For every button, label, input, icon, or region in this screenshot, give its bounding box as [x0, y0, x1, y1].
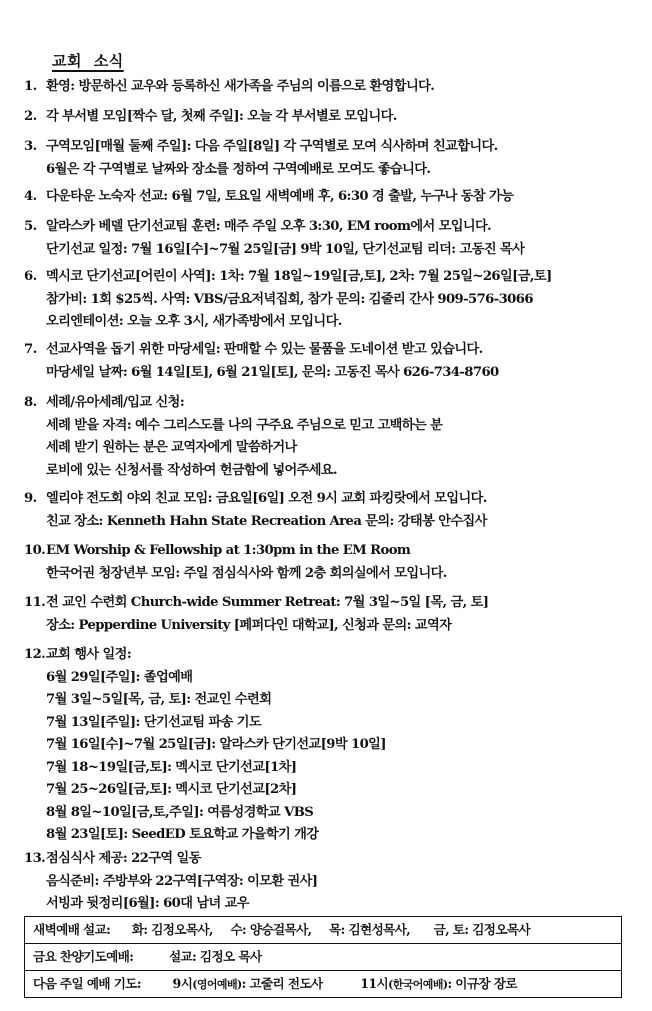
- news-item-line: 마당세일 날짜: 6월 14일[토], 6월 21일[토], 문의: 고동진 목사 626-734-8760: [46, 364, 499, 380]
- dawn-service-label: 새벽예배 설교:: [33, 922, 111, 937]
- news-item-first-line: [24, 644, 644, 667]
- news-item-number: 8.: [24, 395, 37, 410]
- news-item-first-line: [24, 540, 644, 563]
- news-item-first-line: [24, 266, 644, 289]
- news-item-line: 6월은 각 구역별로 날짜와 장소를 정하여 구역예배로 모여도 좋습니다.: [46, 161, 431, 177]
- schedule-box: [24, 916, 622, 998]
- news-item: [24, 266, 644, 334]
- news-item: [24, 76, 644, 99]
- dawn-thu: 목: 김현성목사,: [329, 922, 411, 937]
- next-sunday-prayer-label: 다음 주일 예배 기도:: [33, 976, 141, 991]
- news-item-text: 구역모임[매월 둘째 주일]: 다음 주일[8일] 각 구역별로 모여 식사하며 친교합니다.: [46, 139, 498, 154]
- news-item-number: 5.: [24, 219, 37, 234]
- news-item-line: 7월 3일~5일[목, 금, 토]: 전교인 수련회: [46, 692, 272, 707]
- news-item: [24, 216, 644, 261]
- news-item-first-line: [24, 76, 644, 99]
- news-item-number: 13.: [24, 851, 46, 866]
- news-item-text: 세례/유아세례/입교 신청:: [46, 395, 185, 410]
- news-item-first-line: [24, 106, 644, 129]
- news-item-number: 2.: [24, 109, 37, 124]
- service-11am-time: 11시: [360, 976, 389, 991]
- news-item-line: 단기선교 일정: 7월 16일[수]~7월 25일[금] 9박 10일, 단기선교팀 리더: 고동진 목사: [46, 241, 525, 257]
- news-item: [24, 392, 644, 482]
- news-item-text: 환영: 방문하신 교우와 등록하신 새가족을 주님의 이름으로 환영합니다.: [46, 79, 435, 94]
- news-item: [24, 488, 644, 533]
- news-item-line: 친교 장소: Kenneth Hahn State Recreation Area 문의: 강태봉 안수집사: [46, 513, 487, 529]
- news-item: [24, 592, 644, 637]
- news-item-number: 12.: [24, 647, 46, 662]
- news-item-line: 6월 29일[주일]: 졸업예배: [46, 669, 193, 685]
- service-9am-time: 9시: [172, 976, 193, 991]
- service-9am-leader: : 고줄리 전도사: [241, 976, 323, 991]
- news-item-first-line: [24, 488, 644, 511]
- news-item-text: 점심식사 제공: 22구역 일동: [46, 851, 201, 866]
- news-item: [24, 848, 644, 916]
- news-item: [24, 540, 644, 585]
- news-item-line: 7월 25~26일[금,토]: 멕시코 단기선교[2차]: [46, 782, 297, 797]
- service-11am-note: (한국어예배): [388, 978, 448, 991]
- news-item-first-line: [24, 186, 644, 209]
- friday-worship-row: [25, 944, 621, 971]
- friday-worship-preacher: 설교: 김정오 목사: [168, 949, 262, 964]
- news-item-line: 8월 23일[토]: SeedED 토요학교 가을학기 개강: [46, 827, 319, 842]
- news-item-text: 엘리야 전도회 야외 친교 모임: 금요일[6일] 오전 9시 교회 파킹랏에서 모입니다.: [46, 491, 487, 506]
- news-item-number: 11.: [24, 595, 46, 610]
- news-item-first-line: [24, 339, 644, 362]
- news-item-number: 6.: [24, 269, 37, 284]
- news-item-line: 8월 8일~10일[금,토,주일]: 여름성경학교 VBS: [46, 804, 314, 820]
- news-item-line: 세례 받을 자격: 예수 그리스도를 나의 구주요 주님으로 믿고 고백하는 분: [46, 417, 443, 433]
- news-item-first-line: [24, 592, 644, 615]
- news-item: [24, 106, 644, 129]
- dawn-service-row: [25, 917, 621, 944]
- news-item-first-line: [24, 136, 644, 159]
- dawn-wed: 수: 양승걸목사,: [230, 922, 312, 937]
- news-item: [24, 644, 644, 847]
- dawn-frisat: 금, 토: 김정오목사: [433, 922, 531, 937]
- news-item-text: 전 교인 수련회 Church-wide Summer Retreat: 7월 3일~5일 [목, 금, 토]: [46, 595, 489, 610]
- news-item-line: 서빙과 뒷정리[6월]: 60대 남녀 교우: [46, 896, 249, 911]
- news-item-number: 7.: [24, 342, 37, 357]
- news-item-number: 10.: [24, 543, 46, 558]
- news-item-line: 7월 16일[수]~7월 25일[금]: 알라스카 단기선교[9박 10일]: [46, 737, 386, 752]
- news-item-line: 7월 13일[주일]: 단기선교팀 파송 기도: [46, 714, 262, 730]
- news-item-text: 멕시코 단기선교[어린이 사역]: 1차: 7월 18일~19일[금,토], 2차: 7월 25일~26일[금,토]: [46, 269, 552, 284]
- news-item-line: 음식준비: 주방부와 22구역[구역장: 이모환 권사]: [46, 873, 318, 889]
- friday-worship-label: 금요 찬양기도예배:: [33, 949, 134, 964]
- news-item-text: 교회 행사 일정:: [46, 647, 132, 662]
- news-item-line: 오리엔테이션: 오늘 오후 3시, 새가족방에서 모입니다.: [46, 314, 342, 329]
- service-11am-leader: : 이규장 장로: [447, 976, 517, 991]
- news-item-text: 다운타운 노숙자 선교: 6월 7일, 토요일 새벽예배 후, 6:30 경 출발, 누구나 동참 가능: [46, 189, 514, 204]
- news-item-line: 로비에 있는 신청서를 작성하여 헌금함에 넣어주세요.: [46, 462, 338, 478]
- news-item-text: 알라스카 베델 단기선교팀 훈련: 매주 주일 오후 3:30, EM room에서 모입니다.: [46, 219, 492, 234]
- news-item-number: 1.: [24, 79, 37, 94]
- news-item: [24, 186, 644, 209]
- news-item-text: 선교사역을 돕기 위한 마당세일: 판매할 수 있는 물품을 도네이션 받고 있습니다.: [46, 342, 483, 357]
- news-item-line: 참가비: 1회 $25씩. 사역: VBS/금요저녁집회, 참가 문의: 김줄리 간사 909-576-3066: [46, 291, 533, 307]
- page-title: 교회 소식: [52, 52, 124, 70]
- next-sunday-prayer-row: [25, 971, 621, 997]
- news-item-number: 4.: [24, 189, 37, 204]
- news-item-number: 9.: [24, 491, 37, 506]
- news-item-text: EM Worship & Fellowship at 1:30pm in the EM Room: [46, 543, 411, 558]
- news-item: [24, 339, 644, 384]
- dawn-tue: 화: 김정오목사,: [131, 922, 213, 937]
- news-item-line: 세례 받기 원하는 분은 교역자에게 말씀하거나: [46, 440, 297, 455]
- service-9am-note: (영어예배): [192, 978, 242, 991]
- news-item-line: 장소: Pepperdine University [페퍼다인 대학교], 신청과 문의: 교역자: [46, 617, 452, 633]
- news-item-line: 한국어권 청장년부 모임: 주일 점심식사와 함께 2층 회의실에서 모입니다.: [46, 565, 447, 581]
- news-item-first-line: [24, 216, 644, 239]
- news-item-text: 각 부서별 모임[짝수 달, 첫째 주일]: 오늘 각 부서별로 모입니다.: [46, 109, 397, 124]
- news-item-first-line: [24, 392, 644, 415]
- news-item-number: 3.: [24, 139, 37, 154]
- news-item-first-line: [24, 848, 644, 871]
- news-item: [24, 136, 644, 181]
- news-item-line: 7월 18~19일[금,토]: 멕시코 단기선교[1차]: [46, 759, 297, 775]
